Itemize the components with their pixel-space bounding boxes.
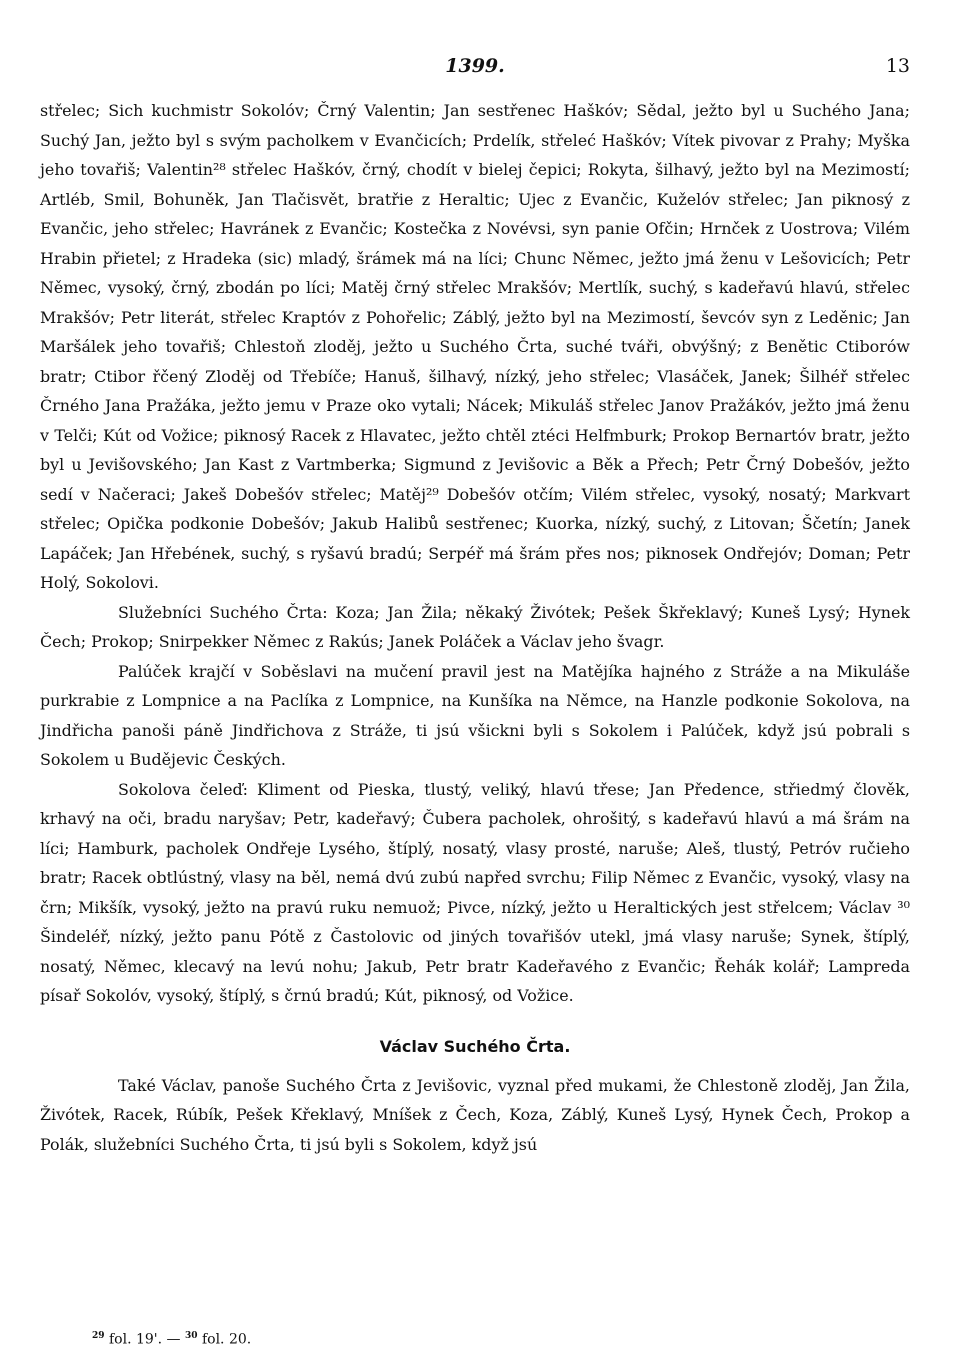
paragraph-2: Služebníci Suchého Črta: Koza; Jan Žila; někaký Živótek; Pešek Škřeklavý; Kuneš Lysý; Hynek Čech; Prokop; Snirpekker Němec z Rakús; Janek Poláček a Václav jeho švagr. bbox=[40, 602, 910, 651]
footnote-30-mark: 30 bbox=[184, 1331, 198, 1341]
footnotes bbox=[92, 1327, 251, 1349]
paragraph-5: Také Václav, panoše Suchého Črta z Jevišovic, vyznal před mukami, že Chlestoně zloděj, Jan Žila, Živótek, Racek, Rúbík, Pešek Křeklavý, Mníšek z Čech, Koza, Záblý, Kuneš Lysý, Hynek Čech, Prokop a Polák, služebníci Suchého Črta, ti jsú byli s Sokolem, když jsú bbox=[40, 1075, 910, 1154]
footnote-29-mark: 29 bbox=[92, 1331, 105, 1341]
paragraph-3: Palúček krajčí v Soběslavi na mučení pravil jest na Matějíka hajného z Stráže a na Mikuláše purkrabie z Lompnice a na Paclíka z Lompnice, na Kunšíka na Němce, na Hanzle podkonie Sokolova, na Jindřicha panoši páně Jindřichova z Stráže, ti jsú všickni byli s Sokolem i Palúček, když jsú pobrali s Sokolem u Budějevic Českých. bbox=[40, 661, 910, 769]
paragraph-1: střelec; Sich kuchmistr Sokolóv; Črný Valentin; Jan sestřenec Haškóv; Sědal, ježto byl u Suchého Jana; Suchý Jan, ježto byl s svým pacholkem v Evančicích; Prdelík, střeleć Haškóv; Vítek pivovar z Prahy; Myška jeho tovařiš; Valentin²⁸ střelec Haškóv, črný, chodít v bielej čepici; Rokyta, šilhavý, ježto byl na Mezimostí; Artléb, Smil, Bohuněk, Jan Tlačisvět, bratřie z Heraltic; Ujec z Evančic, Kuželóv střelec; Jan piknosý z Evančic, jeho střelec; Havránek z Evančic; Kostečka z Novévsi, syn panie Ofčin; Hrnček z Uostrova; Vilém Hrabin přietel; z Hradeka (sic) mladý, šrámek má na líci; Chunc Němec, ježto jmá ženu v Lešovicích; Petr Němec, vysoký, črný, zbodán po líci; Matěj črný střelec Mrakšóv; Mertlík, suchý, s kadeřavú hlavú, střelec Mrakšóv; Petr literát, střelec Kraptóv z Pohořelic; Záblý, ježto byl na Mezimostí, ševcóv syn z Leděnic; Jan Maršálek jeho tovařiš; Chlestoň zloděj, ježto u Suchého Črta, suché tváři, obvýšný; z Benětic Ctiborów bratr; Ctibor řčený Zloděj od Třebíče; Hanuš, šilhavý, nízký, jeho střelec; Vlasáček, Janek; Šilhéř střelec Črného Jana Pražáka, ježto jemu v Praze oko vytali; Nácek; Mikuláš střelec Janov Pražákóv, ježto jmá ženu v Telči; Kút od Vožice; piknosý Racek z Hlavatec, ježto chtěl ztéci Helfmburk; Prokop Bernartóv bratr, ježto byl u Jevišovského; Jan Kast z Vartmberka; Sigmund z Jevišovic a Běk a Přech; Petr Črný Dobešóv, ježto sedí v Načeraci; Jakeš Dobešóv střelec; Matěj²⁹ Dobešóv otčím; Vilém střelec, vysoký, nosatý; Markvart střelec; Opička podkonie Dobešóv; Jakub Halibů sestřenec; Kuorka, nízký, suchý, z Litovan; Ščetín; Janek Lapáček; Jan Hřebének, suchý, s ryšavú bradú; Serpéř má šrám přes nos; piknosek Ondřejóv; Doman; Petr Holý, Sokolovi. bbox=[40, 101, 910, 592]
section-heading: Václav Suchého Črta. bbox=[379, 1036, 571, 1056]
paragraph-4: Sokolova čeleď: Kliment od Pieska, tlustý, veliký, hlavú třese; Jan Předence, střiedmý člověk, krhavý na oči, bradu naryšav; Petr, kadeřavý; Čubera pacholek, ohrošitý, s kadeřavú hlavú a má šrám na líci; Hamburk, pacholek Ondřeje Lysého, štíplý, nosatý, vlasy prosté, naruše; Aleš, tlustý, Petróv ručieho bratr; Racek obtlústný, vlasy na běl, nemá dvú zubú napřed svrchu; Filip Němec z Evančic, vysoký, vlasy na črn; Mikšík, vysoký, ježto na pravú ruku nemuož; Pivce, nízký, ježto u Heraltických jest střelcem; Václav ³⁰ Šindeléř, nízký, ježto panu Pótě z Častolovic od jiných tovařišóv utekl, jmá vlasy naruše; Synek, štíplý, nosatý, Němec, klecavý na levú nohu; Jakub, Petr bratr Kadeřavého z Evančic; Řehák kolář; Lampreda písař Sokolóv, vysoký, štíplý, s črnú bradú; Kút, piknosý, od Vožice. bbox=[40, 779, 910, 1005]
page-header bbox=[40, 55, 910, 85]
main-text bbox=[40, 96, 910, 1159]
footnote-30-text: fol. 20. bbox=[197, 1331, 252, 1348]
running-year: 1399. bbox=[445, 55, 505, 77]
page-number: 13 bbox=[885, 55, 910, 77]
footnote-29-text: fol. 19'. — bbox=[104, 1331, 185, 1348]
